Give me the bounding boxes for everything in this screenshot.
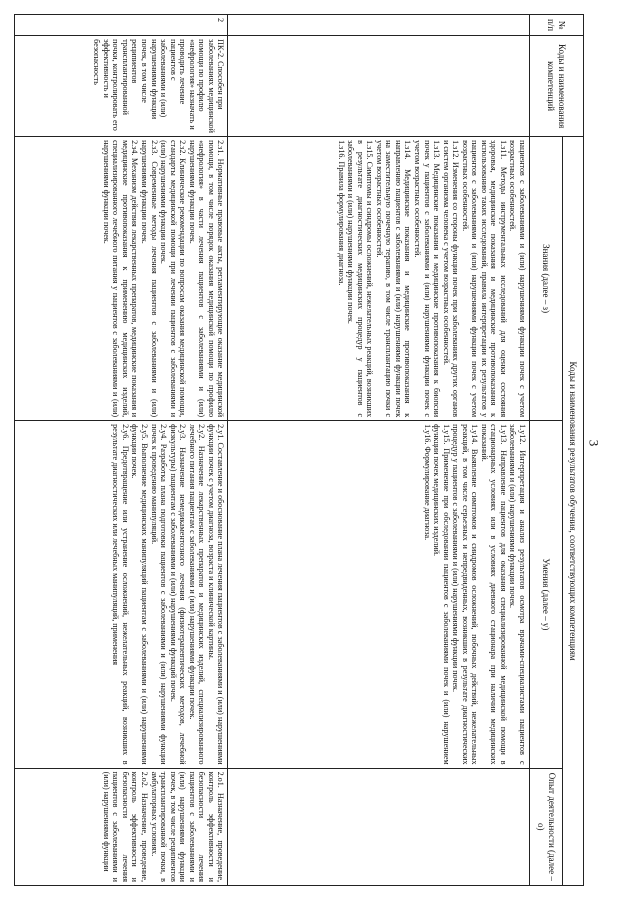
- row-num: [228, 15, 530, 36]
- row-skills: [15, 421, 228, 768]
- header-num: № п/п: [530, 15, 584, 36]
- skill-item: 1.у12. Интерпретация и анализ результатов осмотра врачами-специалистами пациентов с заболеваниями и (или) нарушениями функции почек.: [508, 424, 527, 765]
- table-row: [15, 15, 228, 886]
- table-stage: [14, 14, 584, 894]
- header-knowledge: Знания (далее – з): [530, 137, 563, 421]
- knowledge-item: 1.з15. Симптомы и синдромы осложнений, нежелательных реакций, возникших в результате диагностических медицинских процедур у пациентов с заболеваниями и (или) нарушениями функции почек.: [346, 140, 375, 418]
- skill-item: 2.у1. Составление и обоснование плана лечения пациентов с заболеваниями и (или) нарушениями функции почек с учетом диагноза, возраста и клинической картины.: [206, 424, 226, 765]
- page-number: 3: [586, 439, 602, 447]
- competency-table: [14, 14, 584, 886]
- experience-item: 2.о2. Назначение, проведение, контроль эффективности и безопасности лечения пациентов с заболеваниями и (или) нарушениями функции: [101, 771, 150, 882]
- row-num: 2: [15, 15, 228, 36]
- skill-item: 1.у16. Формулирование диагноза.: [422, 424, 432, 541]
- header-results-group: Коды и наименования результатов обучения, соответствующих компетенциям: [563, 137, 584, 886]
- skill-item: 2.у3. Назначение немедикаментозного лечения (физиотерапевтических методов, лечебной физкультуры) пациентам с заболеваниями и (или) нарушениями функций почек.: [168, 424, 188, 765]
- skill-item: 2.у6. Предотвращение или устранение осложнений, нежелательных реакций, возникших в результате диагностических или лечебных манипуляций, применения: [111, 424, 130, 765]
- knowledge-item: 1.з11. Методы инструментальных исследований для оценки состояния здоровья, медицинские показания и медицинские противопоказания к использованию таких исследований, правила интерпретации их результатов у пациентов с заболеваниями и (или) нарушениями функции почек с учетом возрастных особенностей.: [460, 140, 508, 418]
- knowledge-item: 2.з2. Клинические рекомендации по вопросам оказания медицинской помощи, стандарты медицинской помощи при лечении пациентов с заболеваниями и (или) нарушениями функции почек.: [159, 140, 188, 418]
- skill-item: 2.у4. Разработка плана подготовки пациентов с заболеваниями и (или) нарушениями функции почек к проведению манипуляций.: [149, 424, 169, 765]
- row-competency: ПК-2. Способен при заболеваниях медицинской помощи по профилю «нефрология» назначать и проводить лечение пациентов с заболеваниями и (или) нарушениями функции почек, в том числе реципиентов трансплантированной почки, контролировать его эффективность и безопасность: [15, 36, 228, 137]
- skill-item: 1.у15. Применение при обследовании пациентов с заболеваниями почек и (или) нарушением функции почек медицинских изделий.: [432, 424, 451, 765]
- skill-item: 2.у5. Выполнение медицинских манипуляций пациентам с заболеваниями и (или) нарушениями функции почек.: [130, 424, 150, 765]
- knowledge-item: 1.з13. Медицинские показания и медицинские противопоказания к биопсии почек у пациентов с заболеваниями и (или) нарушениями функции почек с учетом возрастных особенностей.: [412, 140, 442, 418]
- rotated-table-wrapper: [14, 14, 584, 886]
- skill-item: 2.у2. Назначение лекарственных препаратов и медицинских изделий, специализированного лечебного питания пациентам с заболеваниями и (или) нарушениями функции почек.: [187, 424, 207, 765]
- header-skills: Умения (далее – у): [530, 421, 563, 768]
- header-experience: Опыт деятельности (далее – о): [530, 768, 563, 885]
- knowledge-item: 2.з1. Нормативные правовые акты, регламентирующие оказание медицинской помощи, в том числе порядок оказания медицинской помощи по профилю «нефрология» в части лечения пациентов с заболеваниями и (или) нарушениями функции почек.: [187, 140, 226, 418]
- skill-item: 1.у13. Направление пациентов для оказания специализированной медицинской помощи в стационарных условиях или в условиях дневного стационара при наличии медицинских показаний.: [479, 424, 508, 765]
- knowledge-item: пациентов с заболеваниями и (или) нарушениями функции почек с учетом возрастных особенностей.: [508, 140, 527, 418]
- row-knowledge: [15, 137, 228, 421]
- row-experience: [228, 768, 530, 885]
- knowledge-item: 2.з4. Механизм действия лекарственных препаратов, медицинские показания и медицинские противопоказания к применению медицинских изделий, специализированного лечебного питания у пациентов с заболеваниями и (или) нарушениями функции почек.: [101, 140, 140, 418]
- knowledge-item: 1.з16. Правила формулирования диагноза.: [336, 140, 346, 286]
- experience-item: 2.о1. Назначение, проведение, контроль эффективности и безопасности лечения пациентов с заболеваниями и (или) нарушениями функции почек, в том числе реципиентов трансплантированной почки, в амбулаторных условиях.: [149, 771, 226, 882]
- row-competency: [228, 36, 530, 137]
- header-competency: Коды и наименования компетенций: [530, 36, 584, 137]
- knowledge-item: 2.з3. Современные методы лечения пациентов с заболеваниями и (или) нарушениями функции почек.: [140, 140, 159, 418]
- row-experience: [15, 768, 228, 885]
- skill-item: 1.у14. Выявление симптомов и синдромов осложнений, побочных действий, нежелательных реакций, в том числе серьезных и непредвиденных, возникших в результате диагностических процедур у пациентов с заболеваниями и (или) нарушениями функции почек.: [451, 424, 480, 765]
- row-skills: [228, 421, 530, 768]
- knowledge-item: 1.з14. Медицинские показания и медицинские противопоказания к направлению пациентов с заболеваниями и (или) нарушениями функции почек на заместительную почечную терапию, в том числе трансплантацию почки с учетом возрастных особенностей.: [374, 140, 413, 418]
- table-row: [228, 15, 530, 886]
- row-knowledge: [228, 137, 530, 421]
- knowledge-item: 1.з12. Изменения со стороны функции почек при заболеваниях других органов и систем организма человека с учетом возрастных особенностей.: [441, 140, 461, 418]
